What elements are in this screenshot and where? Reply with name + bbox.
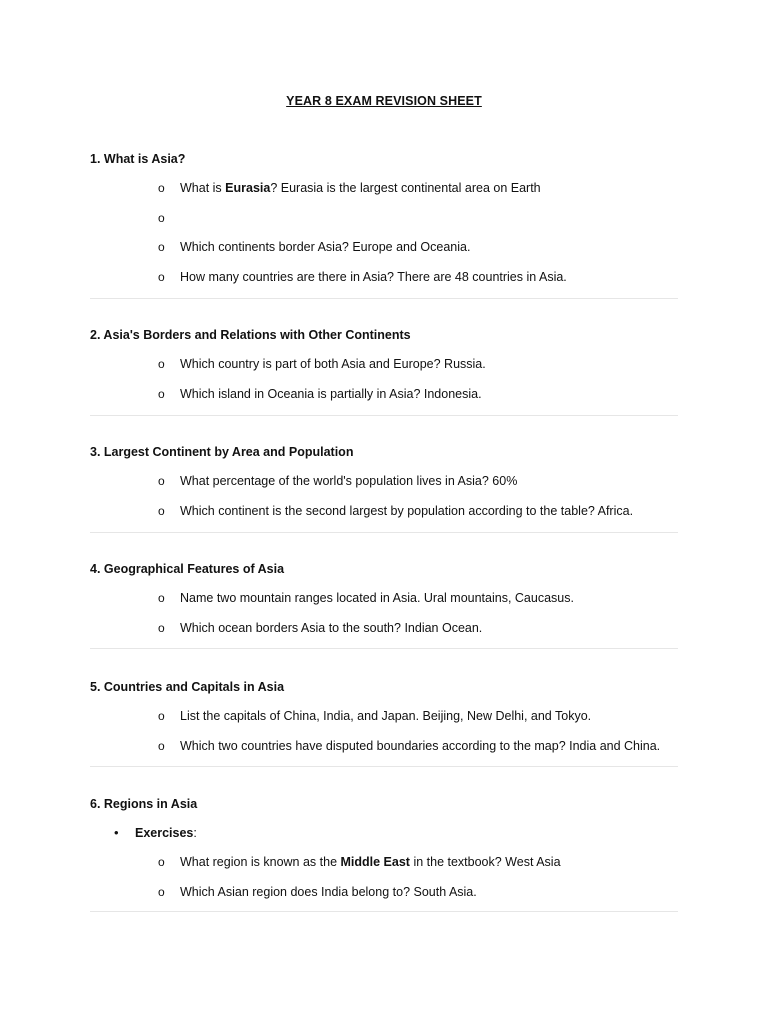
- section-countries-capitals: [90, 678, 678, 766]
- section-divider: [90, 415, 678, 416]
- section-what-is-asia: [90, 150, 678, 297]
- section-heading: 3. Largest Continent by Area and Population: [90, 445, 354, 459]
- question-item: [90, 179, 678, 197]
- question-text: What is: [180, 181, 226, 195]
- question-text: What percentage of the world's population lives in Asia? 60%: [180, 474, 518, 488]
- question-text: Which island in Oceania is partially in Asia? Indonesia.: [180, 386, 482, 401]
- question-item: [90, 619, 678, 637]
- sub-bullet-marker: o: [158, 240, 165, 254]
- section-heading: 1. What is Asia?: [90, 152, 186, 166]
- section-heading: 6. Regions in Asia: [90, 797, 198, 811]
- section-divider: [90, 766, 678, 767]
- sub-bullet-marker: o: [158, 210, 165, 225]
- question-text: Which continent is the second largest by population according to the table? Africa.: [180, 503, 634, 518]
- question-text: Which country is part of both Asia and Europe? Russia.: [180, 357, 486, 371]
- section-heading: 2. Asia's Borders and Relations with Other Continents: [90, 328, 411, 342]
- sub-bullet-marker: o: [158, 503, 165, 518]
- question-text: in the textbook? West Asia: [409, 855, 561, 869]
- question-text: ? Eurasia is the largest continental area on Earth: [270, 181, 541, 195]
- bullet-marker: •: [114, 825, 119, 840]
- sub-bullet-marker: o: [158, 269, 165, 284]
- question-item: [90, 589, 678, 607]
- sub-bullet-marker: o: [158, 474, 165, 488]
- section-geographical-features: [90, 560, 678, 648]
- question-item: [90, 883, 678, 901]
- question-text: Which continents border Asia? Europe and Oceania.: [180, 240, 471, 254]
- question-text: Which Asian region does India belong to? South Asia.: [180, 884, 477, 899]
- question-text: What region is known as the: [180, 855, 341, 869]
- question-text: Which two countries have disputed boundaries according to the map? India and China.: [180, 738, 661, 753]
- question-item: [90, 737, 678, 755]
- section-largest-continent: [90, 443, 678, 531]
- section-heading: 5. Countries and Capitals in Asia: [90, 680, 285, 694]
- sub-bullet-marker: o: [158, 884, 165, 899]
- exercises-bullet: [90, 824, 678, 842]
- question-item: [90, 268, 678, 286]
- section-divider: [90, 532, 678, 533]
- sub-bullet-marker: o: [158, 386, 165, 401]
- sub-bullet-marker: o: [158, 620, 165, 635]
- question-item: [90, 502, 678, 520]
- question-item: [90, 853, 678, 871]
- exercises-colon: :: [193, 826, 197, 840]
- question-item: [90, 707, 678, 725]
- question-text: How many countries are there in Asia? There are 48 countries in Asia.: [180, 269, 567, 284]
- section-divider: [90, 298, 678, 299]
- sub-bullet-marker: o: [158, 181, 165, 195]
- question-item: [90, 355, 678, 373]
- question-text: Name two mountain ranges located in Asia. Ural mountains, Caucasus.: [180, 591, 574, 605]
- question-text: Which ocean borders Asia to the south? Indian Ocean.: [180, 620, 483, 635]
- question-item: [90, 238, 678, 256]
- sub-bullet-marker: o: [158, 855, 165, 869]
- exercises-label: Exercises: [135, 826, 194, 840]
- section-divider: [90, 648, 678, 649]
- bold-term: Eurasia: [225, 181, 271, 195]
- question-item-empty: [90, 209, 678, 227]
- bold-term: Middle East: [340, 855, 410, 869]
- sub-bullet-marker: o: [158, 738, 165, 753]
- sub-bullet-marker: o: [158, 357, 165, 371]
- question-item: [90, 385, 678, 403]
- sub-bullet-marker: o: [158, 709, 165, 723]
- section-divider: [90, 911, 678, 912]
- page-title: YEAR 8 EXAM REVISION SHEET: [286, 94, 482, 108]
- sub-bullet-marker: o: [158, 591, 165, 605]
- section-heading: 4. Geographical Features of Asia: [90, 562, 285, 576]
- question-item: [90, 472, 678, 490]
- question-text: List the capitals of China, India, and Japan. Beijing, New Delhi, and Tokyo.: [180, 709, 592, 723]
- section-regions: [90, 795, 678, 912]
- section-borders-relations: [90, 326, 678, 414]
